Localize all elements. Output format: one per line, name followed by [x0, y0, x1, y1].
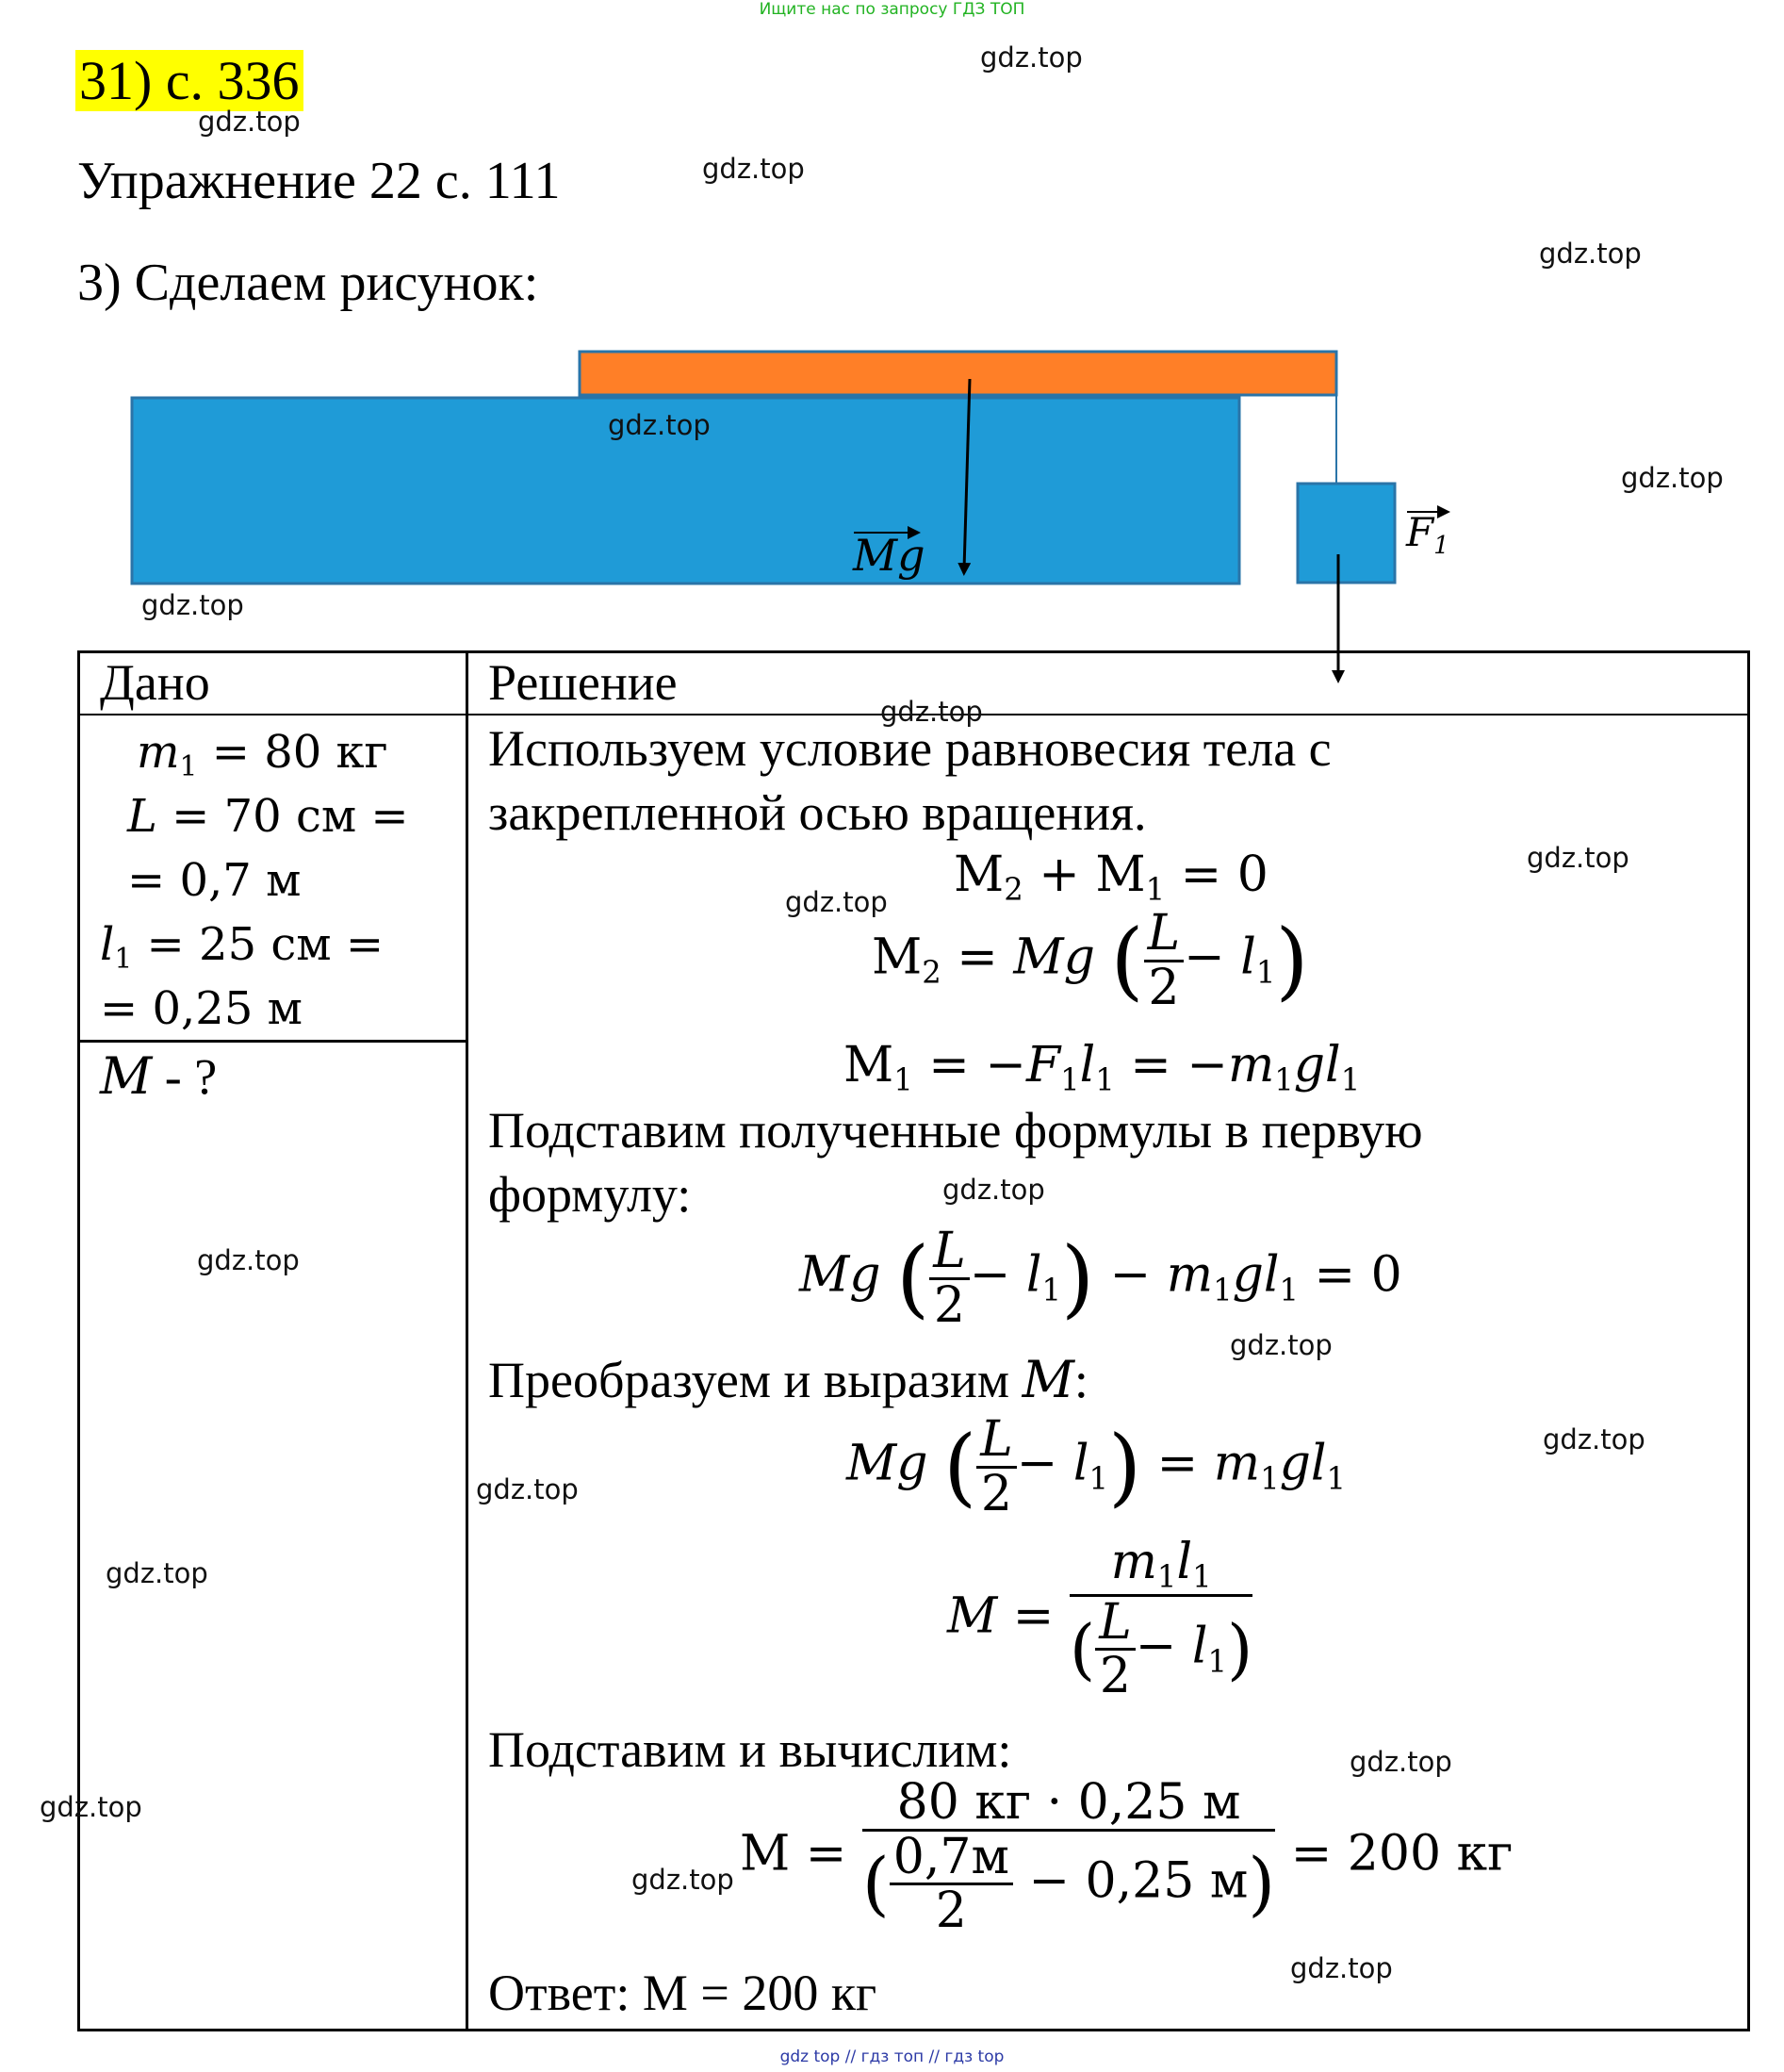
step-title: 3) Сделаем рисунок:: [77, 254, 539, 312]
table-right-border: [1747, 650, 1750, 2031]
board: [580, 352, 1336, 395]
m1-sub: 1: [179, 749, 198, 783]
watermark: gdz.top: [1543, 1423, 1645, 1455]
p3-var: M: [1022, 1350, 1074, 1409]
calc-den-num: 0,7м: [890, 1832, 1013, 1886]
eq-balance: Mg ( $\frac{L}{2}$ − $l_1) - m_1gl_1 = 0$: [799, 1223, 1402, 1334]
L-value: = 70 см =: [156, 790, 409, 843]
solution-header: Решение: [488, 654, 678, 711]
f1-letter: F: [1406, 509, 1434, 555]
eq-M-formula: M = $m_1l_1$ ( $\frac{L}{2}$ − $l_1$): [947, 1534, 1253, 1705]
eq-M1: $M_1 = -F_1l_1 = -m_1gl_1$: [843, 1037, 1361, 1098]
calc-numerator: 80 кг · 0,25 м: [862, 1777, 1275, 1832]
watermark: gdz.top: [980, 41, 1083, 74]
f1-label: [1406, 509, 1449, 560]
given-l1b: = 0,25 м: [100, 982, 303, 1035]
mg-label: Mg: [853, 530, 925, 581]
eq-moments-sum: $M_2 + M_1 = 0$: [954, 847, 1268, 908]
watermark: gdz.top: [1621, 462, 1724, 494]
answer: Ответ: M = 200 кг: [488, 1965, 877, 2021]
watermark: gdz.top: [1527, 842, 1629, 874]
l1-sub: 1: [114, 942, 133, 976]
watermark: gdz.top: [702, 153, 805, 185]
given-L2: = 0,7 м: [127, 854, 302, 907]
watermark: gdz.top: [476, 1473, 579, 1505]
solution-p3: [488, 1348, 1088, 1412]
l1-var: l: [100, 918, 115, 971]
watermark: gdz.top: [106, 1557, 208, 1589]
calc-den-rest: − 0,25 м: [1028, 1852, 1249, 1910]
table-divider: [466, 650, 468, 2031]
f1-sub: 1: [1433, 531, 1449, 560]
watermark: gdz.top: [1230, 1329, 1333, 1361]
bottom-banner: gdz top // гдз топ // гдз top: [779, 2047, 1005, 2066]
calc-den-den: 2: [935, 1883, 967, 1940]
watermark: gdz.top: [880, 696, 983, 728]
task-number-text: 31) с. 336: [75, 50, 303, 111]
p3-end: :: [1073, 1352, 1088, 1408]
watermark: gdz.top: [1350, 1746, 1452, 1778]
exercise-title: Упражнение 22 с. 111: [77, 152, 561, 210]
eq-transformed: Mg ( $\frac{L}{2}$ − $l_1) = m_1gl_1$: [846, 1411, 1347, 1522]
solution-p4: Подставим и вычислим:: [488, 1721, 1012, 1778]
diagram: [0, 339, 1784, 698]
watermark: gdz.top: [197, 1244, 300, 1276]
p3-text: Преобразуем и выразим: [488, 1352, 1023, 1408]
watermark: gdz.top: [1539, 238, 1642, 270]
watermark: gdz.top: [942, 1174, 1045, 1206]
L-var: L: [127, 790, 157, 843]
watermark: gdz.top: [198, 106, 301, 138]
m1-var: m: [137, 726, 180, 779]
given-header: Дано: [100, 654, 210, 711]
eq-M2: $M_2 = Mg$ ( $\frac{L}{2}$ − $l_1$): [872, 905, 1309, 1016]
watermark: gdz.top: [631, 1864, 734, 1896]
m1-value: = 80 кг: [197, 726, 388, 779]
calc-result: = 200 кг: [1290, 1825, 1514, 1883]
find-var: M: [100, 1046, 153, 1106]
watermark: gdz.top: [608, 409, 711, 441]
watermark: gdz.top: [785, 886, 888, 918]
solution-p2: Подставим полученные формулы в первую формулу:: [488, 1102, 1423, 1223]
weight: [1298, 484, 1395, 583]
given-L: [127, 784, 409, 848]
watermark: gdz.top: [141, 589, 244, 621]
find-suffix: - ?: [152, 1048, 218, 1105]
task-number: [75, 49, 303, 112]
eq-calc: M = 80 кг · 0,25 м ( $\frac{0,7м}{2}$ − 0,25 м) = 200 кг: [740, 1774, 1514, 1940]
watermark: gdz.top: [1290, 1952, 1393, 1984]
l1-value: = 25 см =: [132, 918, 385, 971]
table-left-border: [77, 650, 80, 2031]
watermark: gdz.top: [40, 1791, 142, 1823]
find: [100, 1044, 217, 1109]
table-bottom-border: [77, 2029, 1750, 2031]
top-banner: Ищите нас по запросу ГДЗ ТОП: [759, 0, 1025, 19]
solution-p1: Используем условие равновесия тела с закрепленной осью вращения.: [488, 720, 1332, 841]
table-top-border: [77, 650, 1750, 653]
